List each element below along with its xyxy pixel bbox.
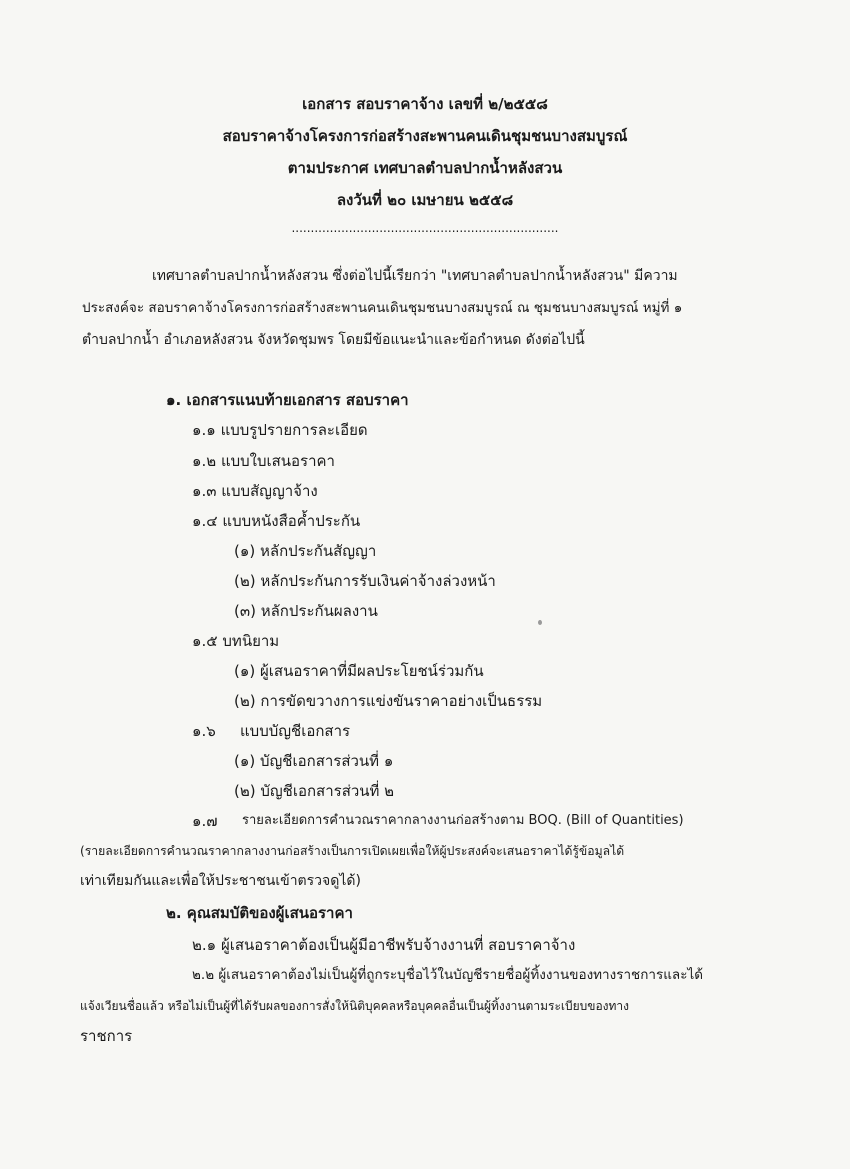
item-1-4: ๑.๔ แบบหนังสือค้ำประกัน [192, 512, 361, 530]
item-1-6-2: (๒) บัญชีเอกสารส่วนที่ ๒ [234, 782, 395, 800]
item-2-2-line-2: แจ้งเวียนชื่อแล้ว หรือไม่เป็นผู้ที่ได้รับผลของการสั่งให้นิติบุคคลหรือบุคคลอื่นเป็นผู้ทิ้งงานตามระเบียบของทาง [80, 999, 630, 1013]
section-2-heading: ๒. คุณสมบัติของผู้เสนอราคา [166, 904, 353, 922]
project-title: สอบราคาจ้างโครงการก่อสร้างสะพานคนเดินชุมชนบางสมบูรณ์ [222, 127, 628, 145]
section-1-heading: ๑. เอกสารแนบท้ายเอกสาร สอบราคา [166, 391, 409, 409]
item-1-5-1: (๑) ผู้เสนอราคาที่มีผลประโยชน์ร่วมกัน [234, 662, 484, 680]
item-1-4-3: (๓) หลักประกันผลงาน [234, 602, 378, 620]
item-1-3: ๑.๓ แบบสัญญาจ้าง [192, 482, 318, 500]
intro-line-1: เทศบาลตำบลปากน้ำหลังสวน ซึ่งต่อไปนี้เรียกว่า "เทศบาลตำบลปากน้ำหลังสวน" มีความ [152, 268, 678, 284]
document-title: เอกสาร สอบราคาจ้าง เลขที่ ๒/๒๕๕๘ [302, 95, 548, 113]
intro-line-3: ตำบลปากน้ำ อำเภอหลังสวน จังหวัดชุมพร โดยมีข้อแนะนำและข้อกำหนด ดังต่อไปนี้ [82, 332, 585, 348]
scan-speck [538, 620, 542, 625]
separator-line: ...................................................................... [291, 221, 559, 235]
item-1-4-1: (๑) หลักประกันสัญญา [234, 542, 377, 560]
item-2-1: ๒.๑ ผู้เสนอราคาต้องเป็นผู้มีอาชีพรับจ้างงานที่ สอบราคาจ้าง [192, 936, 576, 954]
item-1-7-number: ๑.๗ [192, 812, 218, 830]
item-1-7-note-line-2: เท่าเทียมกันและเพื่อให้ประชาชนเข้าตรวจดูได้) [80, 873, 361, 889]
item-1-6-label: แบบบัญชีเอกสาร [240, 722, 351, 740]
item-1-6-1: (๑) บัญชีเอกสารส่วนที่ ๑ [234, 752, 394, 770]
date-line: ลงวันที่ ๒๐ เมษายน ๒๕๕๘ [336, 191, 514, 209]
item-2-2-line-3: ราชการ [80, 1027, 133, 1045]
item-1-5-2: (๒) การขัดขวางการแข่งขันราคาอย่างเป็นธรรม [234, 692, 543, 710]
intro-line-2: ประสงค์จะ สอบราคาจ้างโครงการก่อสร้างสะพานคนเดินชุมชนบางสมบูรณ์ ณ ชุมชนบางสมบูรณ์ หมู่ที่ ๑ [82, 300, 683, 316]
item-1-7-note-line-1: (รายละเอียดการคำนวณราคากลางงานก่อสร้างเป็นการเปิดเผยเพื่อให้ผู้ประสงค์จะเสนอราคาได้รู้ข้อมูลได้ [80, 844, 625, 858]
item-1-7-label: รายละเอียดการคำนวณราคากลางงานก่อสร้างตาม BOQ. (Bill of Quantities) [242, 813, 684, 828]
item-1-6-number: ๑.๖ [192, 722, 216, 740]
item-1-4-2: (๒) หลักประกันการรับเงินค่าจ้างล่วงหน้า [234, 572, 496, 590]
item-2-2-line-1: ๒.๒ ผู้เสนอราคาต้องไม่เป็นผู้ที่ถูกระบุชื่อไว้ในบัญชีรายชื่อผู้ทิ้งงานของทางราชการและได้ [192, 967, 704, 983]
announcement-line: ตามประกาศ เทศบาลตำบลปากน้ำหลังสวน [287, 159, 563, 177]
item-1-5: ๑.๕ บทนิยาม [192, 632, 280, 650]
item-1-2: ๑.๒ แบบใบเสนอราคา [192, 452, 335, 470]
item-1-1: ๑.๑ แบบรูปรายการละเอียด [192, 421, 368, 439]
